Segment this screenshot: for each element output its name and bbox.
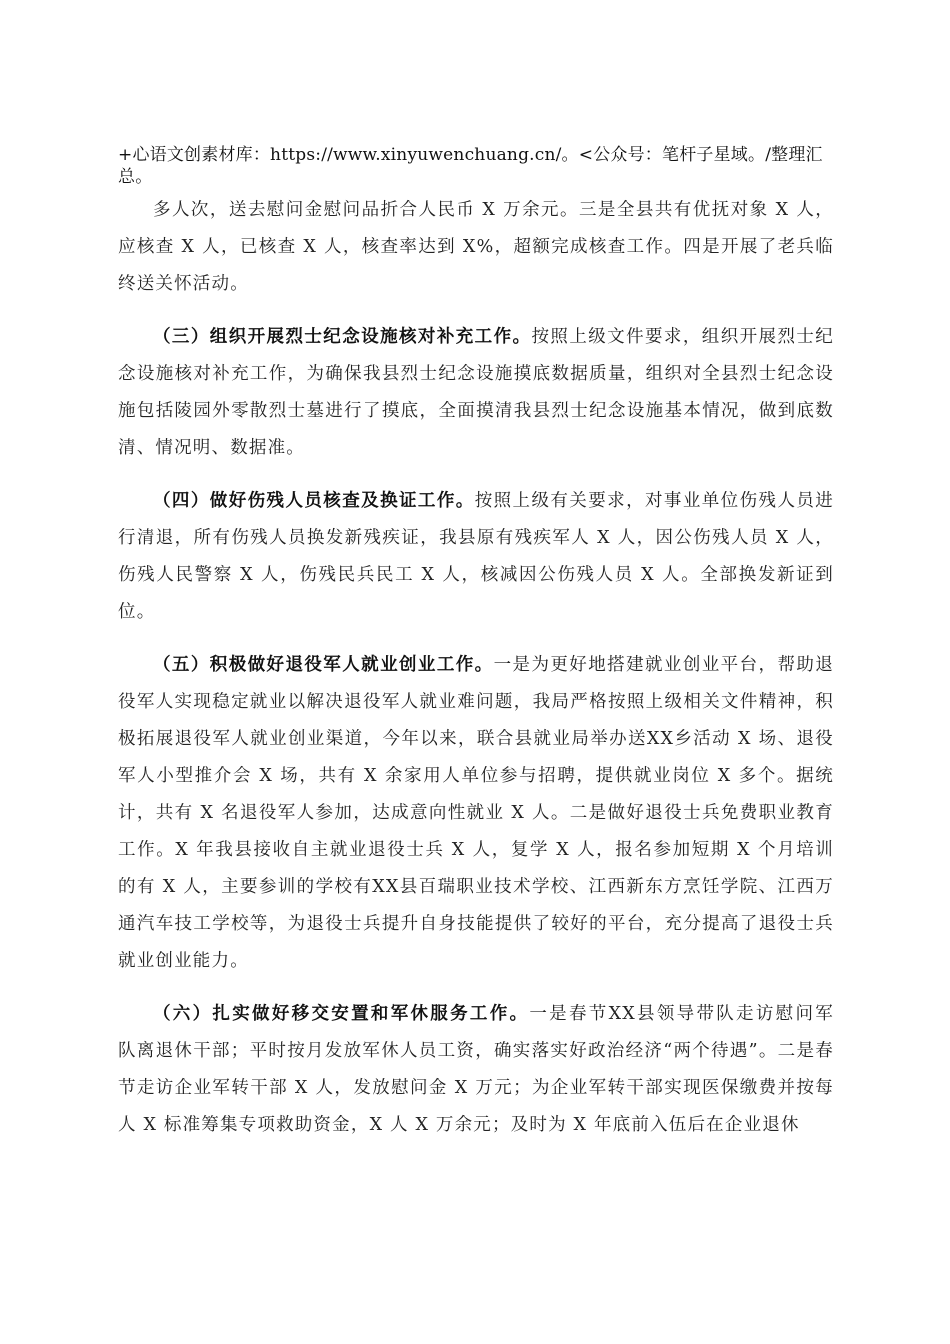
document-body xyxy=(118,192,853,1144)
source-header xyxy=(118,144,848,188)
paragraph-text: 多人次，送去慰问金慰问品折合人民币 X 万余元。三是全县共有优抚对象 X 人，应核查 X 人，已核查 X 人，核查率达到 X%，超额完成核查工作。四是开展了老兵临终送关怀活动。 xyxy=(118,200,834,294)
paragraph-text: 按照上级有关要求，对事业单位伤残人员进行清退，所有伤残人员换发新残疾证，我县原有残疾军人 X 人，因公伤残人员 X 人，伤残人民警察 X 人，伤残民兵民工 X 人，核减因公伤残人员 X 人。全部换发新证到位。 xyxy=(118,491,834,622)
section-heading: （四）做好伤残人员核查及换证工作。 xyxy=(153,491,475,511)
section-heading: （六）扎实做好移交安置和军休服务工作。 xyxy=(153,1004,530,1024)
section-heading: （五）积极做好退役军人就业创业工作。 xyxy=(153,655,494,675)
section-heading: （三）组织开展烈士纪念设施核对补充工作。 xyxy=(153,327,532,347)
paragraph-text: 一是为更好地搭建就业创业平台，帮助退役军人实现稳定就业以解决退役军人就业难问题，我局严格按照上级相关文件精神，积极拓展退役军人就业创业渠道，今年以来，联合县就业局举办送XX乡活动 X 场、退役军人小型推介会 X 场，共有 X 余家用人单位参与招聘，提供就业岗位 X 多个。据统计，共有 X 名退役军人参加，达成意向性就业 X 人。二是做好退役士兵免费职业教育工作。X 年我县接收自主就业退役士兵 X 人，复学 X 人，报名参加短期 X 个月培训的有 X 人，主要参训的学校有XX县百瑞职业技术学校、江西新东方烹饪学院、江西万通汽车技工学校等，为退役士兵提升自身技能提供了较好的平台，充分提高了退役士兵就业创业能力。 xyxy=(118,655,834,971)
paragraph-continuation xyxy=(118,192,834,303)
paragraph-section-4 xyxy=(118,483,834,631)
paragraph-section-6 xyxy=(118,996,853,1144)
paragraph-text: 一是春节XX县领导带队走访慰问军 队离退休干部；平时按月发放军休人员工资，确实落实好政治经济“两个待遇”。二是春节走访企业军转干部 X 人，发放慰问金 X 万元；为企业军转干部实现医保缴费并按每人 X 标准筹集专项救助资金，X 人 X 万余元；及时为 X 年底前入伍后在企业退休 xyxy=(118,1004,853,1135)
source-line: +心语文创素材库：https://www.xinyuwenchuang.cn/。<公众号：笔杆子星域。/整理汇总。 xyxy=(118,145,823,187)
paragraph-section-3 xyxy=(118,319,834,467)
paragraph-section-5 xyxy=(118,647,834,980)
paragraph-text: 按照上级文件要求，组织开展烈士纪念设施核对补充工作，为确保我县烈士纪念设施摸底数据质量，组织对全县烈士纪念设施包括陵园外零散烈士墓进行了摸底，全面摸清我县烈士纪念设施基本情况，做到底数清、情况明、数据准。 xyxy=(118,327,835,458)
